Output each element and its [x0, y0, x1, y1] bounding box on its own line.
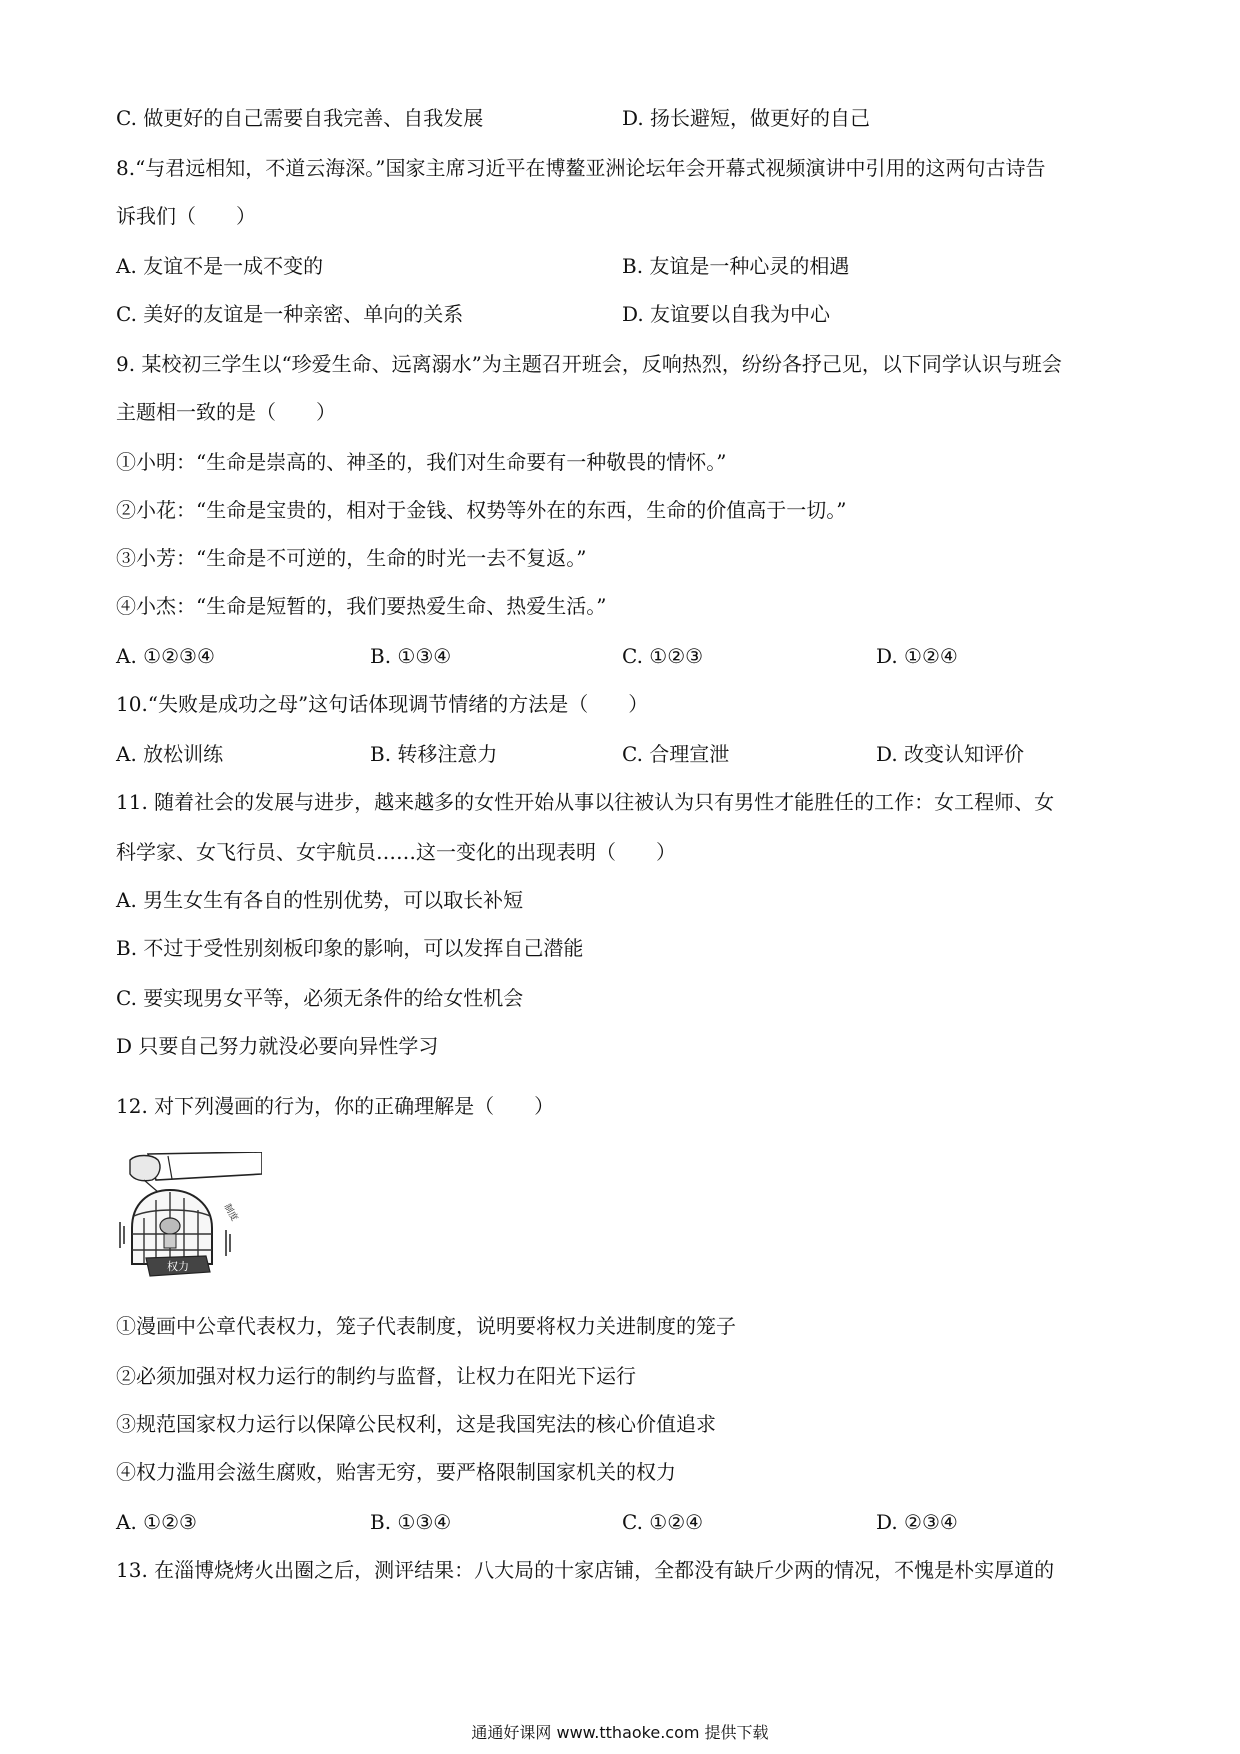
q8-stem-line-1: 8.“与君远相知，不道云海深。”国家主席习近平在博鳌亚洲论坛年会开幕式视频演讲中引用的这两句古诗告: [116, 156, 1046, 180]
cartoon-seal: [160, 1218, 180, 1234]
power-cage-cartoon: [112, 1152, 262, 1282]
q8-stem-line-2: 诉我们（ ）: [116, 204, 256, 228]
q11-stem-line-1: 11. 随着社会的发展与进步，越来越多的女性开始从事以往被认为只有男性才能胜任的工作：女工程师、女: [116, 790, 1055, 814]
q11-option-a: A. 男生女生有各自的性别优势，可以取长补短: [116, 888, 524, 912]
q9-statement-4: ④小杰：“生命是短暂的，我们要热爱生命、热爱生活。”: [116, 594, 607, 618]
q12-option-a: A. ①②③: [116, 1510, 197, 1534]
q11-option-d: D 只要自己努力就没必要向异性学习: [116, 1034, 439, 1058]
q9-statement-2: ②小花：“生命是宝贵的，相对于金钱、权势等外在的东西，生命的价值高于一切。”: [116, 498, 847, 522]
q9-stem-line-2: 主题相一致的是（ ）: [116, 400, 336, 424]
q12-statement-2: ②必须加强对权力运行的制约与监督，让权力在阳光下运行: [116, 1364, 636, 1388]
q11-option-c: C. 要实现男女平等，必须无条件的给女性机会: [116, 986, 524, 1010]
q12-option-c: C. ①②④: [622, 1510, 704, 1534]
q12-statement-1: ①漫画中公章代表权力，笼子代表制度，说明要将权力关进制度的笼子: [116, 1314, 736, 1338]
cartoon-motion-lines-left: [120, 1222, 124, 1248]
q12-stem: 12. 对下列漫画的行为，你的正确理解是（ ）: [116, 1094, 555, 1118]
q11-stem-line-2: 科学家、女飞行员、女宇航员……这一变化的出现表明（ ）: [116, 840, 676, 864]
q10-option-c: C. 合理宣泄: [622, 742, 730, 766]
cartoon-stamp-label: 权力: [167, 1260, 189, 1273]
q10-option-a: A. 放松训练: [116, 742, 224, 766]
q9-statement-1: ①小明：“生命是崇高的、神圣的，我们对生命要有一种敬畏的情怀。”: [116, 450, 727, 474]
q10-option-d: D. 改变认知评价: [876, 742, 1025, 766]
q9-statement-3: ③小芳：“生命是不可逆的，生命的时光一去不复返。”: [116, 546, 587, 570]
cartoon-motion-lines-right: [226, 1230, 230, 1256]
q11-option-b: B. 不过于受性别刻板印象的影响，可以发挥自己潜能: [116, 936, 584, 960]
cartoon-sleeve: [148, 1152, 262, 1180]
q10-stem: 10.“失败是成功之母”这句话体现调节情绪的方法是（ ）: [116, 692, 649, 716]
q8-option-c: C. 美好的友谊是一种亲密、单向的关系: [116, 302, 464, 326]
q9-option-a: A. ①②③④: [116, 644, 215, 668]
page-footer: 通通好课网 www.tthaoke.com 提供下载: [471, 1723, 769, 1742]
q12-option-d: D. ②③④: [876, 1510, 958, 1534]
q12-option-b: B. ①③④: [370, 1510, 452, 1534]
q13-stem-line-1: 13. 在淄博烧烤火出圈之后，测评结果：八大局的十家店铺，全都没有缺斤少两的情况，不愧是朴实厚道的: [116, 1558, 1055, 1582]
q7-option-c: C. 做更好的自己需要自我完善、自我发展: [116, 106, 484, 130]
cartoon-seal-handle: [164, 1234, 176, 1248]
cartoon-string: [144, 1180, 158, 1192]
q8-option-d: D. 友谊要以自我为中心: [622, 302, 831, 326]
q7-option-d: D. 扬长避短，做更好的自己: [622, 106, 871, 130]
q9-option-c: C. ①②③: [622, 644, 704, 668]
q12-statement-3: ③规范国家权力运行以保障公民权利，这是我国宪法的核心价值追求: [116, 1412, 716, 1436]
cartoon-cage-label: 制度: [221, 1202, 240, 1224]
q9-stem-line-1: 9. 某校初三学生以“珍爱生命、远离溺水”为主题召开班会，反响热烈，纷纷各抒己见，以下同学认识与班会: [116, 352, 1062, 376]
q9-option-b: B. ①③④: [370, 644, 452, 668]
q8-option-a: A. 友谊不是一成不变的: [116, 254, 324, 278]
q8-option-b: B. 友谊是一种心灵的相遇: [622, 254, 850, 278]
q9-option-d: D. ①②④: [876, 644, 958, 668]
q10-option-b: B. 转移注意力: [370, 742, 498, 766]
q12-statement-4: ④权力滥用会滋生腐败，贻害无穷，要严格限制国家机关的权力: [116, 1460, 676, 1484]
cartoon-hand: [130, 1156, 160, 1181]
